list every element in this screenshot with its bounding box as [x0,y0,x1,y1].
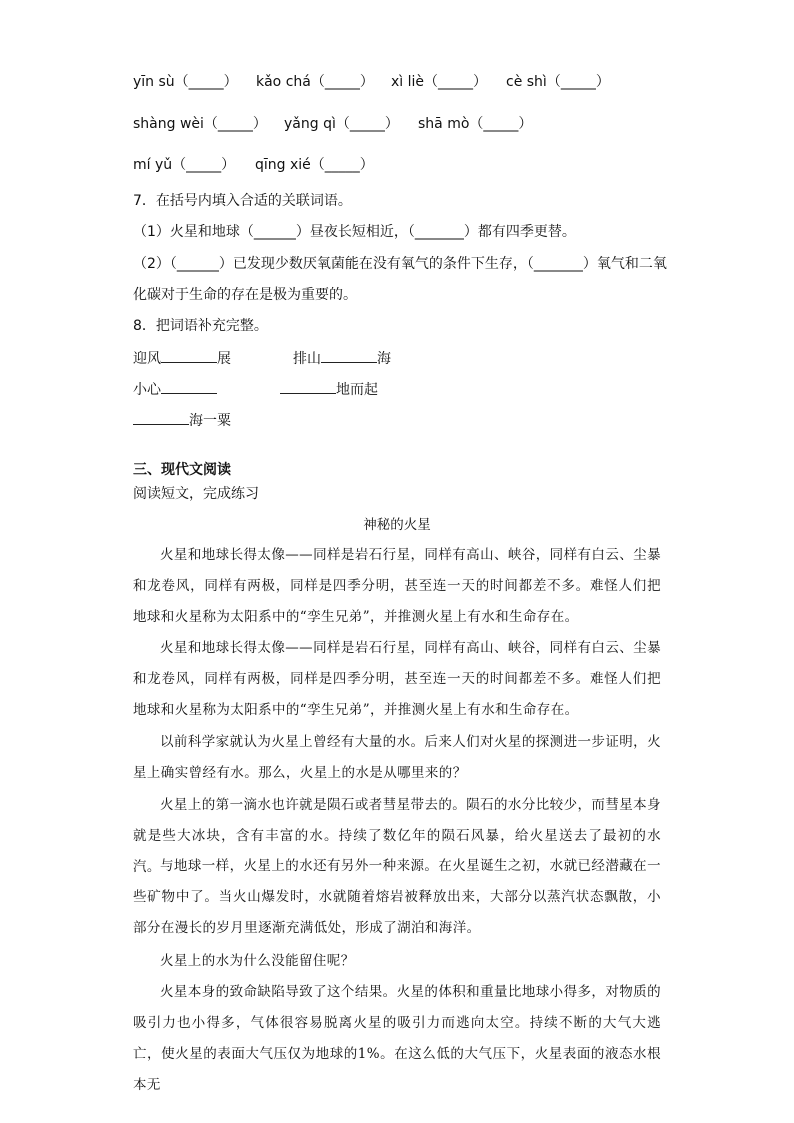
word-fill-2-suffix: 海 [377,351,391,367]
word-fill-5-suffix: 海一粟 [189,413,231,429]
question-8-title: 8．把词语补充完整。 [133,318,268,334]
word-fill-1 [133,348,231,369]
answer-blank[interactable] [161,348,217,363]
pinyin-item: shā mò（_____） [418,116,533,132]
word-fill-3 [133,379,217,400]
answer-blank[interactable] [161,379,217,394]
article-paragraph: 火星本身的致命缺陷导致了这个结果。火星的体积和重量比地球小得多，对物质的吸引力也小得多，气体很容易脱离火星的吸引力而逃向太空。持续不断的大气大逃亡，使火星的表面大气压仅为地球的1%。在这么低的大气压下，火星表面的液态水根本无 [133,984,661,1093]
question-7-item-2-line-2: 化碳对于生命的存在是极为重要的。 [133,287,357,303]
article-paragraph: 以前科学家就认为火星上曾经有大量的水。后来人们对火星的探测进一步证明，火星上确实曾经有水。那么，火星上的水是从哪里来的？ [133,734,661,781]
answer-blank[interactable] [321,348,377,363]
pinyin-item: xì liè（_____） [391,74,488,90]
question-7-item-1: （1）火星和地球（______）昼夜长短相近，（_______）都有四季更替。 [133,224,576,240]
pinyin-item: cè shì（_____） [506,74,610,90]
word-fill-5 [133,410,231,431]
article-paragraph: 火星上的水为什么没能留住呢？ [160,953,355,969]
article-paragraph: 火星上的第一滴水也许就是陨石或者彗星带去的。陨石的水分比较少，而彗星本身就是些大冰块，含有丰富的水。持续了数亿年的陨石风暴，给火星送去了最初的水汽。 [133,797,661,875]
pinyin-item: kǎo chá（_____） [256,74,374,90]
section-instruction: 阅读短文，完成练习 [133,486,259,502]
word-fill-4-suffix: 地而起 [336,382,378,398]
article-paragraph: 火星和地球长得太像——同样是岩石行星，同样有高山、峡谷，同样有白云、尘暴和龙卷风，同样有两极，同样是四季分明，甚至连一天的时间都差不多。难怪人们把地球和火星称为太阳系中的“孪生兄弟”，并推测火星上有水和生命存在。 [133,547,661,625]
pinyin-item: shàng wèi（_____） [133,116,267,132]
word-fill-3-prefix: 小心 [133,382,161,398]
word-fill-4 [280,379,378,400]
article-title: 神秘的火星 [363,517,431,533]
word-fill-2 [293,348,391,369]
question-7-item-2-line-1: （2）（______）已发现少数厌氧菌能在没有氧气的条件下生存，（_______）氧气和二氧 [133,256,667,272]
pinyin-item: yīn sù（_____） [133,74,238,90]
pinyin-item: yǎng qì（_____） [284,116,399,132]
pinyin-item: mí yǔ（_____） [133,157,236,173]
word-fill-2-prefix: 排山 [293,351,321,367]
word-fill-1-suffix: 展 [217,351,231,367]
answer-blank[interactable] [133,410,189,425]
answer-blank[interactable] [280,379,336,394]
question-7-title: 7．在括号内填入合适的关联词语。 [133,193,352,209]
section-heading: 三、现代文阅读 [133,462,231,478]
article-paragraph: 火星和地球长得太像——同样是岩石行星，同样有高山、峡谷，同样有白云、尘暴和龙卷风，同样有两极，同样是四季分明，甚至连一天的时间都差不多。难怪人们把地球和火星称为太阳系中的“孪生兄弟”，并推测火星上有水和生命存在。 [133,640,661,718]
pinyin-item: qīng xié（_____） [255,157,374,173]
word-fill-1-prefix: 迎风 [133,351,161,367]
article-paragraph: 与地球一样，火星上的水还有另外一种来源。在火星诞生之初，水就已经潜藏在一些矿物中了。当火山爆发时，水就随着熔岩被释放出来，大部分以蒸汽状态飘散，小部分在漫长的岁月里逐渐充满低处，形成了湖泊和海洋。 [133,858,661,936]
